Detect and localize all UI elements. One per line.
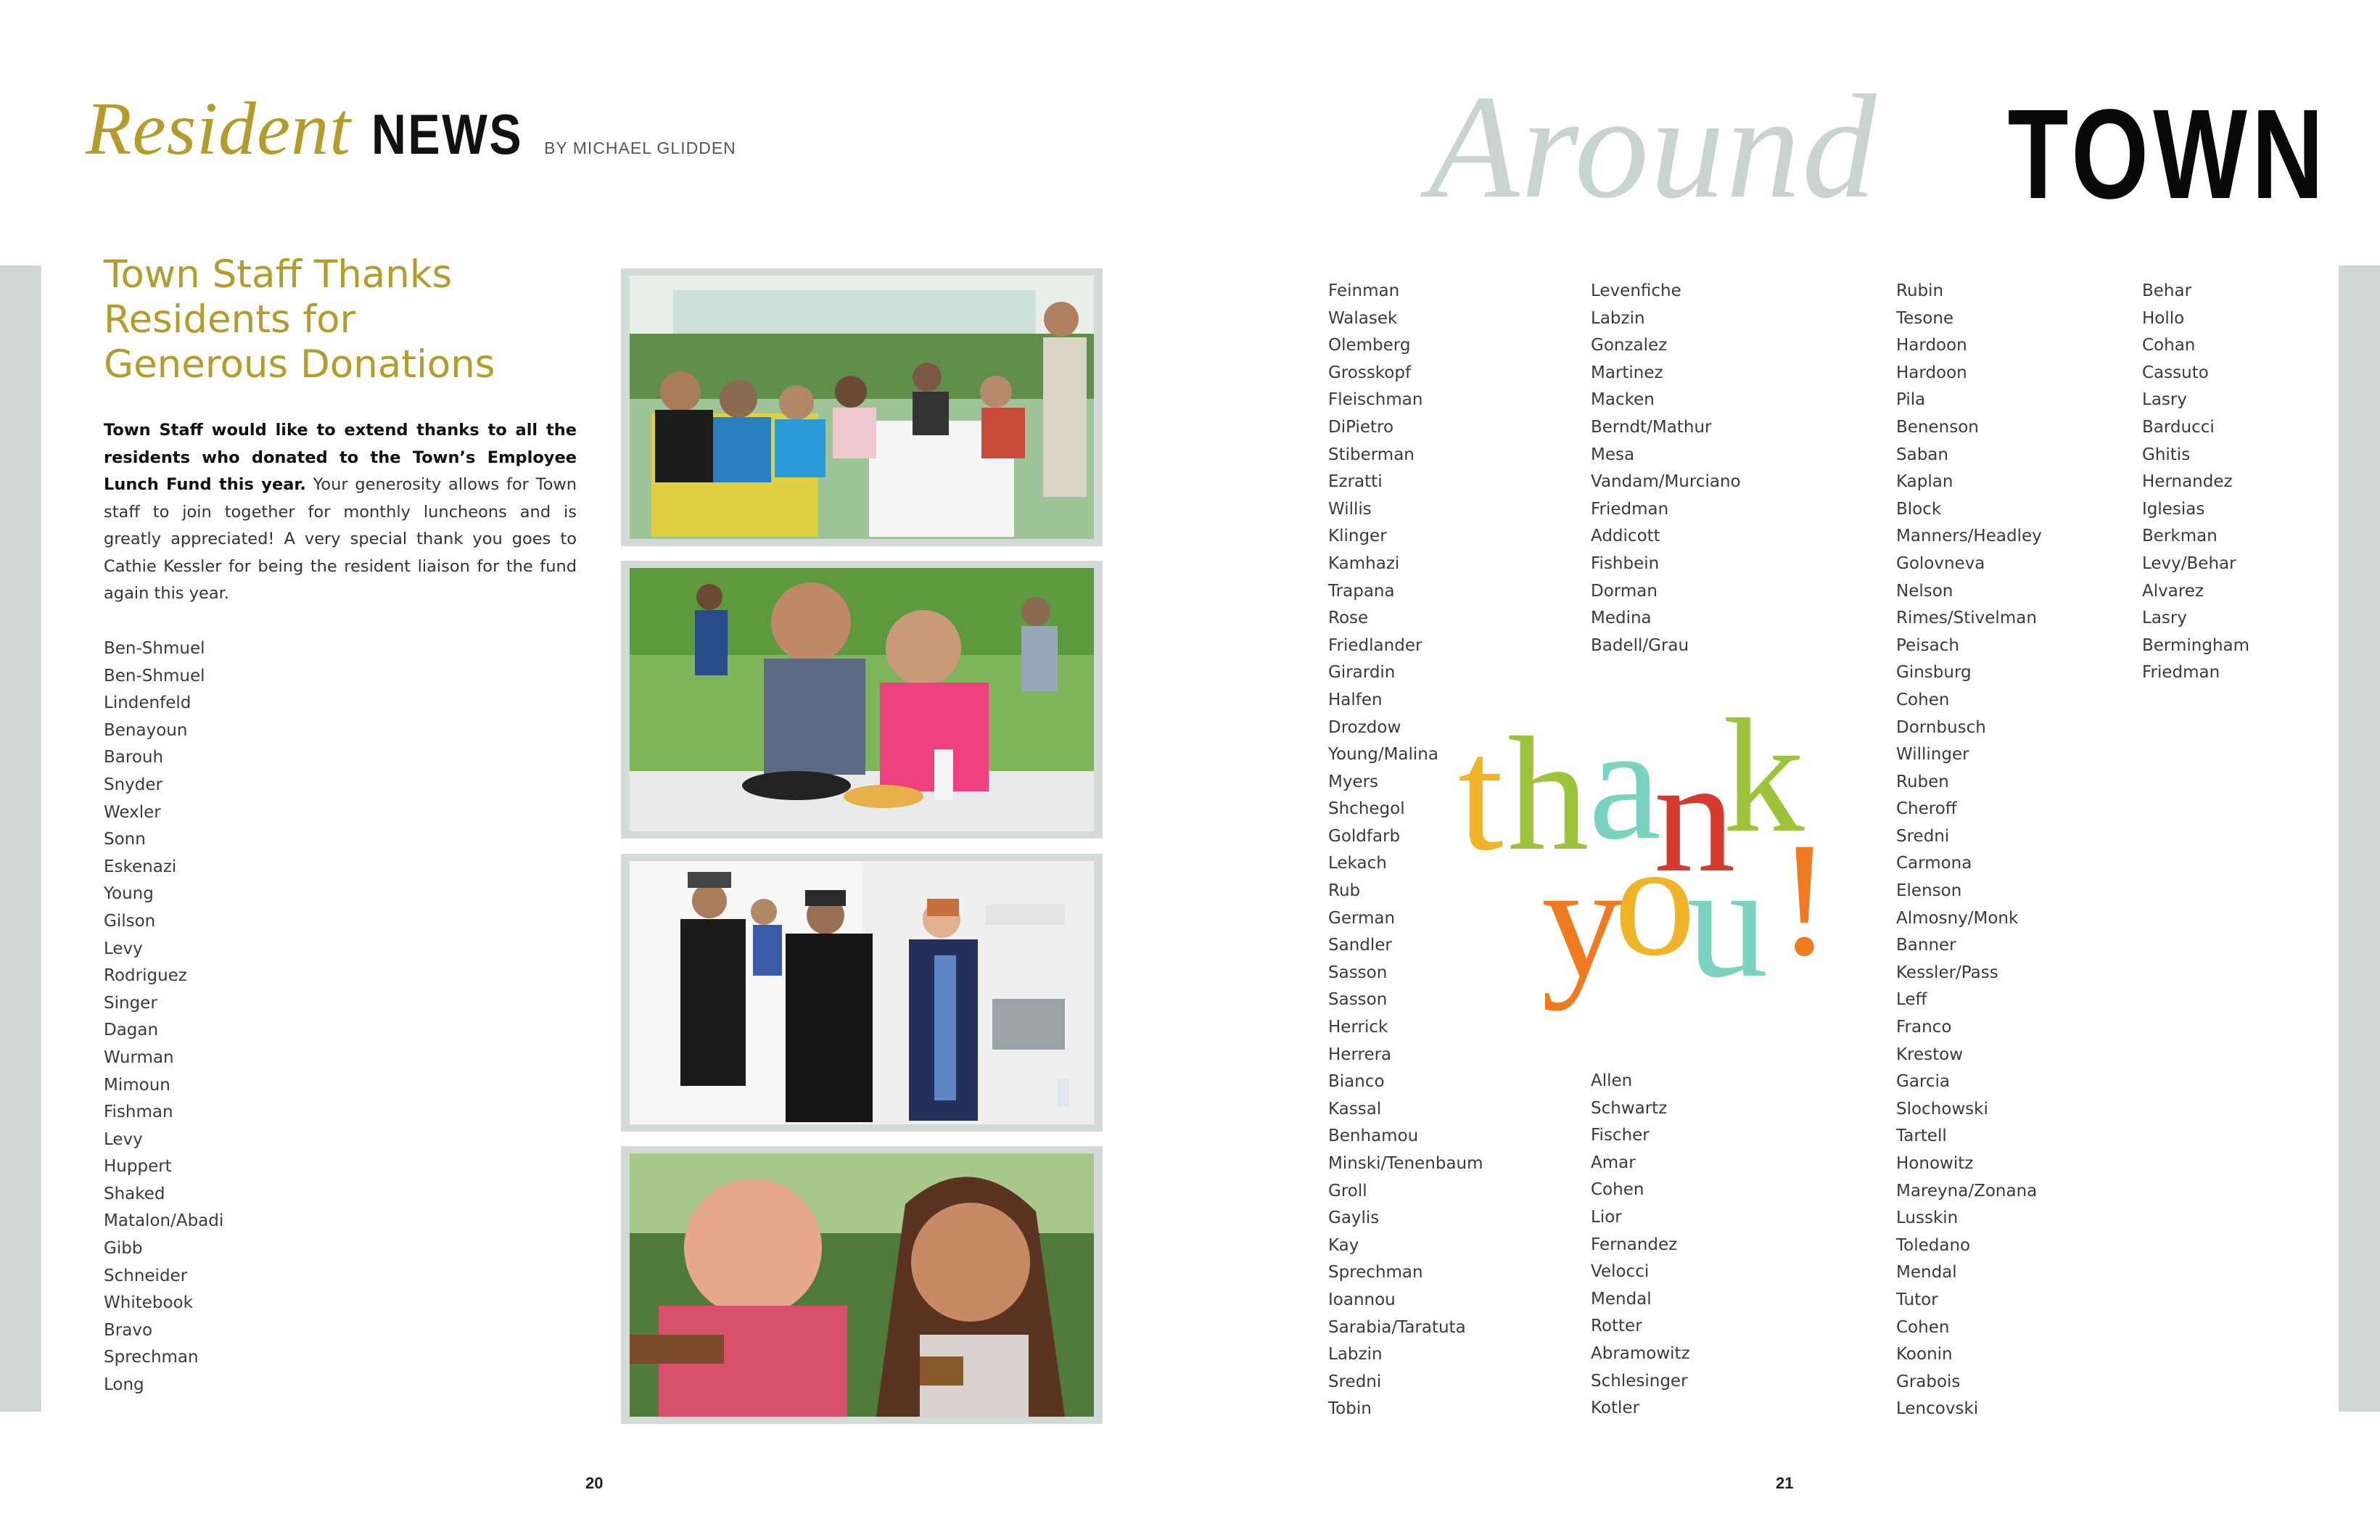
donor-name: Cassuto (2142, 363, 2209, 382)
town-word: TOWN (2007, 83, 2328, 226)
donor-name: Schlesinger (1591, 1371, 1688, 1391)
donor-name: Wexler (104, 802, 161, 822)
article-lead: Town Staff would like to extend thanks to all the residents who donated to the Town’s Employee Lunch Fund this year. (104, 421, 577, 494)
donor-name: Grosskopf (1328, 363, 1412, 382)
donor-name: Klinger (1328, 527, 1387, 546)
donor-name: Toledano (1896, 1235, 1971, 1255)
donor-name: Minski/Tenenbaum (1328, 1154, 1483, 1173)
donor-name: Manners/Headley (1896, 527, 2042, 546)
donor-name: Herrera (1328, 1045, 1392, 1064)
donor-name: Ben-Shmuel (104, 639, 205, 658)
donor-name: Berkman (2142, 527, 2218, 546)
donor-name: Badell/Grau (1591, 635, 1689, 655)
donor-name: Rub (1328, 881, 1361, 901)
donor-name: Willinger (1896, 745, 1969, 765)
donor-name: Mendal (1591, 1289, 1652, 1309)
donor-name: Schwartz (1591, 1098, 1668, 1118)
donor-name: Iglesias (2142, 499, 2205, 519)
resident-script-word: Resident (86, 87, 352, 170)
donor-name: Walasek (1328, 308, 1398, 328)
donor-name: Fleischman (1328, 390, 1423, 410)
donor-name: Elenson (1896, 881, 1962, 901)
donor-name: Hernandez (2142, 472, 2233, 492)
donor-name: Mesa (1591, 445, 1635, 464)
donor-name: Almosny/Monk (1896, 908, 2019, 928)
you-letter-y: y (1541, 830, 1623, 1011)
donor-name: Kotler (1591, 1399, 1640, 1418)
thank-letter-t: t (1458, 703, 1504, 884)
donor-name: Rose (1328, 609, 1369, 628)
donor-name: Halfen (1328, 690, 1383, 709)
donor-name: Mendal (1896, 1263, 1957, 1282)
donor-name: Slochowski (1896, 1099, 1988, 1119)
donor-name: Koonin (1896, 1345, 1953, 1364)
donor-name: Alvarez (2142, 581, 2204, 601)
donor-name: Fernandez (1591, 1235, 1678, 1254)
donor-name: Lusskin (1896, 1208, 1959, 1228)
title-line: Generous Donations (104, 342, 495, 387)
thank-letter-h: h (1507, 703, 1589, 884)
donor-name: Labzin (1591, 308, 1645, 328)
donor-name: Sredni (1328, 1372, 1382, 1391)
donor-name: Martinez (1591, 363, 1663, 382)
donor-name: Levy (104, 939, 143, 958)
article-body (104, 417, 577, 608)
donor-name: Stiberman (1328, 445, 1415, 464)
donor-name: Bravo (104, 1320, 153, 1340)
left-edge-bar (0, 265, 41, 1412)
donor-name: Kassal (1328, 1099, 1382, 1119)
donor-name: Girardin (1328, 663, 1396, 683)
page-number-right: 21 (1776, 1474, 1794, 1492)
donor-name: Tesone (1896, 308, 1954, 328)
donor-name: Ginsburg (1896, 663, 1972, 683)
donor-name: Peisach (1896, 635, 1959, 655)
donor-name: Lasry (2142, 609, 2187, 628)
donor-name: Macken (1591, 390, 1655, 410)
donor-name: Eskenazi (104, 857, 177, 876)
donor-name: Rubin (1896, 281, 1944, 300)
donor-name: Goldfarb (1328, 826, 1401, 846)
donor-name: Honowitz (1896, 1154, 1974, 1173)
donor-name: Gilson (104, 911, 156, 931)
donor-name: Bermingham (2142, 635, 2250, 655)
donor-name: Vandam/Murciano (1591, 472, 1741, 492)
photo-staff-serving (621, 854, 1103, 1132)
donor-name: Willis (1328, 499, 1372, 519)
donor-name: Long (104, 1375, 144, 1395)
donor-name: Kessler/Pass (1896, 963, 1998, 982)
donor-name: Cohan (2142, 336, 2196, 355)
title-line: Town Staff Thanks (104, 252, 453, 297)
resident-news-header (86, 86, 736, 170)
donor-name: Gibb (104, 1239, 143, 1259)
photo-luncheon-tables (621, 268, 1103, 546)
donor-name: Ghitis (2142, 445, 2191, 464)
donor-name: Sandler (1328, 936, 1392, 955)
donor-name: Benayoun (104, 720, 188, 740)
donor-name: Hardoon (1896, 363, 1967, 382)
donor-name: Saban (1896, 445, 1948, 464)
donor-name: Shchegol (1328, 799, 1405, 819)
donor-name: Garcia (1896, 1072, 1950, 1092)
donor-name: Cohen (1591, 1180, 1644, 1200)
donor-name: Carmona (1896, 854, 1972, 873)
donor-name: Barducci (2142, 417, 2215, 437)
donor-name: Banner (1896, 936, 1956, 955)
page-number-left: 20 (585, 1474, 604, 1492)
article-title (104, 252, 582, 387)
donor-name: Dorman (1591, 581, 1658, 601)
donor-name: Dagan (104, 1021, 159, 1040)
donor-name: Benhamou (1328, 1127, 1419, 1146)
donor-name: Lindenfeld (104, 693, 192, 713)
byline: BY MICHAEL GLIDDEN (544, 139, 736, 157)
donor-name: Ruben (1896, 772, 1949, 791)
donor-name: Friedman (2142, 663, 2220, 683)
donor-name: Sredni (1896, 826, 1950, 846)
donor-name: Lencovski (1896, 1399, 1979, 1419)
donor-name: Block (1896, 499, 1942, 519)
donor-name: Hollo (2142, 308, 2185, 328)
donor-name: Hardoon (1896, 336, 1967, 355)
donor-list-left (104, 635, 223, 1399)
donor-name: Shaked (104, 1184, 165, 1203)
photo-guests-eating-image (630, 1153, 1094, 1417)
thank-letter-k: k (1723, 693, 1805, 866)
donor-name: Kamhazi (1328, 553, 1400, 573)
donor-name: Drozdow (1328, 717, 1401, 737)
donor-name: Cohen (1896, 1317, 1950, 1337)
donor-name: Young/Malina (1328, 745, 1438, 765)
title-line: Residents for (104, 297, 356, 342)
photo-couple-plates (621, 561, 1103, 839)
donor-name: Sprechman (104, 1348, 199, 1367)
news-word: NEWS (371, 102, 524, 166)
donor-name: Mareyna/Zonana (1896, 1181, 2038, 1201)
donor-name: Sasson (1328, 963, 1388, 982)
donor-name: Berndt/Mathur (1591, 417, 1712, 437)
donor-name: Benenson (1896, 417, 1979, 437)
donor-list-col3 (1896, 278, 2042, 1423)
you-letter-o: o (1614, 808, 1696, 989)
photo-staff-serving-image (630, 861, 1094, 1124)
donor-name: Cohen (1896, 690, 1950, 709)
donor-name: Amar (1591, 1153, 1636, 1172)
donor-name: Olemberg (1328, 336, 1411, 355)
around-town-header (1428, 65, 2328, 229)
photo-guests-eating (621, 1146, 1103, 1424)
donor-name: Snyder (104, 775, 162, 794)
donor-name: Levenfiche (1591, 281, 1681, 300)
donor-name: Allen (1591, 1071, 1633, 1090)
donor-name: Tobin (1328, 1399, 1372, 1419)
donor-name: Kaplan (1896, 472, 1953, 492)
donor-name: Ben-Shmuel (104, 666, 205, 685)
donor-name: Behar (2142, 281, 2192, 300)
donor-name: Labzin (1328, 1345, 1383, 1364)
donor-name: Myers (1328, 772, 1379, 791)
around-script-word: Around (1428, 65, 1878, 229)
donor-name: Lekach (1328, 854, 1387, 873)
donor-list-col2-bottom (1591, 1068, 1690, 1422)
you-letter-u: u (1687, 830, 1768, 1011)
donor-name: Sasson (1328, 990, 1388, 1010)
donor-name: Grabois (1896, 1372, 1961, 1391)
donor-name: Wurman (104, 1047, 174, 1067)
donor-name: Gonzalez (1591, 336, 1668, 355)
donor-name: Schneider (104, 1266, 188, 1285)
donor-name: Fishbein (1591, 553, 1660, 573)
you-letter-exclaim: ! (1777, 808, 1832, 989)
donor-name: Singer (104, 993, 157, 1013)
donor-name: Feinman (1328, 281, 1400, 300)
donor-name: Velocci (1591, 1262, 1650, 1282)
donor-name: Huppert (104, 1157, 172, 1177)
donor-name: Mimoun (104, 1075, 170, 1095)
donor-name: Lior (1591, 1207, 1622, 1227)
donor-name: Lasry (2142, 390, 2187, 410)
donor-name: Gaylis (1328, 1208, 1380, 1228)
donor-name: Leff (1896, 990, 1927, 1010)
donor-list-col4 (2142, 278, 2249, 687)
donor-name: Addicott (1591, 527, 1660, 546)
donor-name: Sarabia/Taratuta (1328, 1317, 1466, 1337)
donor-name: Levy/Behar (2142, 553, 2236, 573)
donor-name: German (1328, 908, 1396, 928)
thank-letter-n: n (1654, 725, 1736, 906)
thank-you-graphic (1458, 693, 1850, 1026)
donor-name: Trapana (1328, 581, 1395, 601)
donor-name: Abramowitz (1591, 1343, 1690, 1363)
donor-name: Ezratti (1328, 472, 1383, 492)
donor-name: Whitebook (104, 1293, 193, 1313)
donor-name: Golovneva (1896, 553, 1985, 573)
donor-name: Nelson (1896, 581, 1953, 601)
donor-name: Krestow (1896, 1045, 1964, 1064)
donor-name: Franco (1896, 1018, 1952, 1037)
photo-couple-plates-image (630, 568, 1094, 831)
donor-name: Groll (1328, 1181, 1367, 1201)
donor-name: Young (104, 884, 154, 904)
donor-name: Ioannou (1328, 1290, 1396, 1309)
donor-name: Levy (104, 1129, 143, 1149)
donor-name: Dornbusch (1896, 717, 1986, 737)
donor-name: Kay (1328, 1235, 1359, 1255)
donor-name: Pila (1896, 390, 1926, 410)
donor-name: Bianco (1328, 1072, 1385, 1092)
donor-name: Friedman (1591, 499, 1669, 519)
donor-name: Tartell (1896, 1127, 1947, 1146)
donor-name: Cheroff (1896, 799, 1957, 819)
donor-name: Matalon/Abadi (104, 1211, 224, 1231)
donor-list-col2-top (1591, 278, 1741, 659)
donor-name: Tutor (1896, 1290, 1938, 1309)
donor-name: Friedlander (1328, 635, 1422, 655)
donor-name: Rimes/Stivelman (1896, 609, 2037, 628)
right-edge-bar (2339, 265, 2380, 1412)
donor-name: Medina (1591, 609, 1652, 628)
donor-name: Rodriguez (104, 966, 187, 986)
donor-name: Sprechman (1328, 1263, 1423, 1282)
donor-name: Barouh (104, 748, 164, 767)
thank-letter-a: a (1589, 693, 1661, 873)
donor-name: Rotter (1591, 1317, 1642, 1336)
donor-name: Herrick (1328, 1018, 1388, 1037)
donor-name: DiPietro (1328, 417, 1394, 437)
donor-name: Fischer (1591, 1126, 1650, 1145)
donor-name: Fishman (104, 1103, 173, 1122)
photo-luncheon-tables-image (630, 276, 1094, 539)
donor-name: Sonn (104, 830, 146, 849)
article-text: Your generosity allows for Town staff to join together for monthly luncheons and is greatly appreciated! A very special thank you goes to Cathie Kessler for being the resident liaison for the fund again this year. (104, 475, 577, 603)
